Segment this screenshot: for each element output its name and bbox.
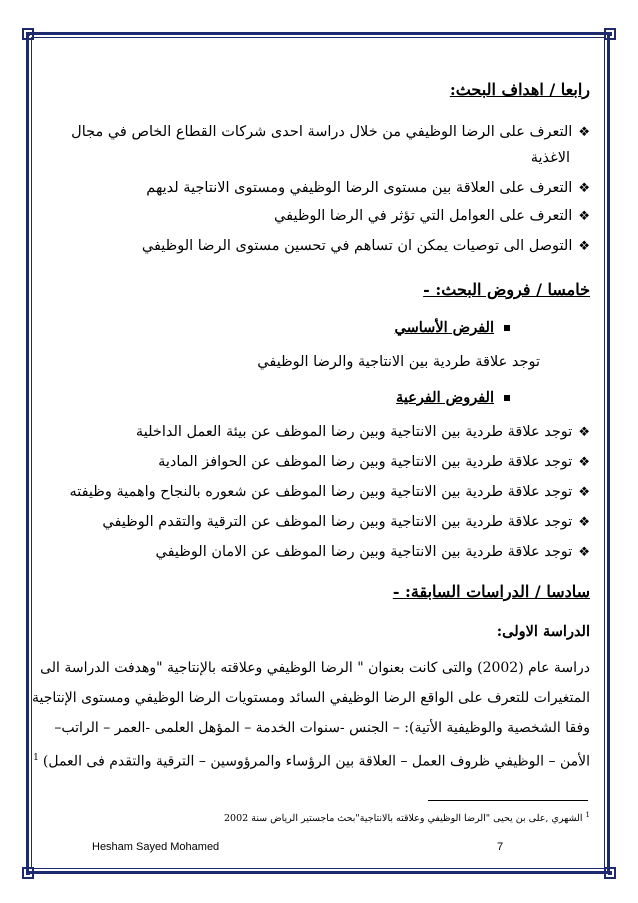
list-item: ❖التوصل الى توصيات يمكن ان تساهم في تحسين مستوى الرضا الوظيفي [141,238,590,254]
section-4-heading: رابعا / اهداف البحث: [449,80,590,99]
square-bullet-icon [504,325,510,331]
diamond-bullet-icon: ❖ [578,485,590,500]
sub-hypotheses-label: الفروض الفرعية [396,388,510,408]
list-item: ❖توجد علاقة طردية بين الانتاجية وبين رضا الموظف عن الترقية والتقدم الوظيفي [102,514,590,530]
diamond-bullet-icon: ❖ [578,425,590,440]
footer-author: Hesham Sayed Mohamed [92,841,220,853]
page-number: 7 [497,841,504,853]
footnote-reference: 1 [33,753,39,763]
paragraph-line: المتغيرات للتعرف على الواقع الرضا الوظيفي السائد ومستويات الرضا الوظيفي ومستوى الإنتاجية [32,690,590,706]
footnote-separator [428,800,588,801]
section-5-heading: خامسا / فروض البحث: - [423,280,590,299]
diamond-bullet-icon: ❖ [578,209,590,224]
list-item: ❖التعرف على العلاقة بين مستوى الرضا الوظيفي ومستوى الانتاجية لديهم [146,180,590,196]
paragraph-line: الأمن – الوظيفي ظروف العمل – العلاقة بين الرؤساء والمرؤوسين – الترقية والتقدم فى العمل)$^1$ [33,753,590,770]
list-item: ❖توجد علاقة طردية بين الانتاجية وبين رضا الموظف عن بيئة العمل الداخلية [135,424,590,440]
paragraph-line: وفقا الشخصية والوظيفية الأتية): – الجنس -سنوات الخدمة – المؤهل العلمى -العمر – الراتب– [54,720,590,736]
footnote-number: 1 [585,811,590,819]
list-item-continuation: الاغذية [530,150,570,166]
diamond-bullet-icon: ❖ [578,125,590,140]
main-hypothesis-text: توجد علاقة طردية بين الانتاجية والرضا الوظيفي [257,354,540,370]
diamond-bullet-icon: ❖ [578,239,590,254]
main-hypothesis-label: الفرض الأساسي [395,318,510,338]
corner-ornament-icon [604,867,616,879]
list-item: ❖توجد علاقة طردية بين الانتاجية وبين رضا الموظف عن الحوافز المادية [158,454,590,470]
corner-ornament-icon [604,28,616,40]
corner-ornament-icon [22,28,34,40]
corner-ornament-icon [22,867,34,879]
list-item: ❖توجد علاقة طردية بين الانتاجية وبين رضا الموظف عن الامان الوظيفي [155,544,590,560]
section-6-heading: سادسا / الدراسات السابقة: - [392,582,590,601]
diamond-bullet-icon: ❖ [578,455,590,470]
list-item: ❖توجد علاقة طردية بين الانتاجية وبين رضا الموظف عن شعوره بالنجاح واهمية وظيفته [69,484,590,500]
diamond-bullet-icon: ❖ [578,545,590,560]
footnote: $^1$ الشهري ,على بن يحيى "الرضا الوظيفي وعلاقته بالانتاجية"بحث ماجستير الرياض سنة 2002 [224,811,590,825]
diamond-bullet-icon: ❖ [578,181,590,196]
list-item: ❖التعرف على الرضا الوظيفي من خلال دراسة احدى شركات القطاع الخاص في مجال [71,124,590,140]
paragraph-line: دراسة عام (2002) والتى كانت بعنوان " الرضا الوظيفي وعلاقته بالإنتاجية "وهدفت الدراسة الى [40,660,590,676]
diamond-bullet-icon: ❖ [578,515,590,530]
square-bullet-icon [504,395,510,401]
study-1-label: الدراسة الاولى: [496,623,590,640]
list-item: ❖التعرف على العوامل التي تؤثر في الرضا الوظيفي [274,208,590,224]
